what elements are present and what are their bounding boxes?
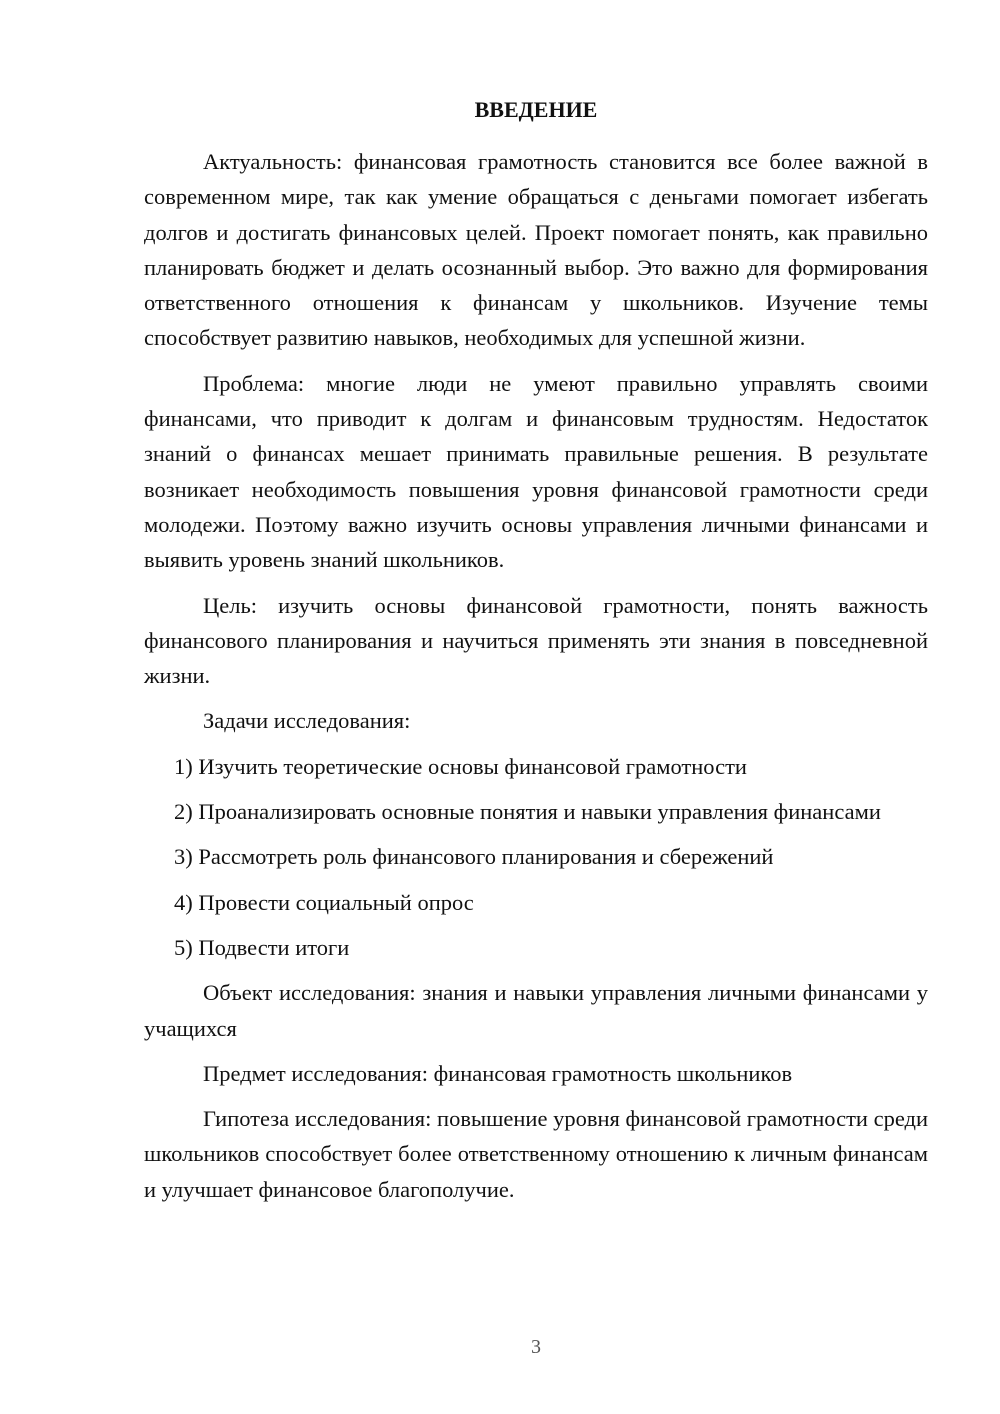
goal-paragraph: Цель: изучить основы финансовой грамотности, понять важность финансового планирования и научиться применять эти знания в повседневной жизни.: [144, 592, 928, 689]
task-item-3: 3) Рассмотреть роль финансового планирования и сбережений: [174, 844, 774, 870]
relevance-paragraph: Актуальность: финансовая грамотность становится все более важной в современном мире, так как умение обращаться с деньгами помогает избегать долгов и достигать финансовых целей. Проект помогает понять, как правильно планировать бюджет и делать осознанный выбор. Это важно для формирования ответственного отношения к финансам у школьников. Изучение темы способствует развитию навыков, необходимых для успешной жизни.: [144, 149, 928, 351]
page-number: 3: [531, 1336, 541, 1358]
hypothesis-paragraph: Гипотеза исследования: повышение уровня финансовой грамотности среди школьников способствует более ответственному отношению к личным финансам и улучшает финансовое благополучие.: [144, 1106, 929, 1202]
task-item-1: 1) Изучить теоретические основы финансовой грамотности: [174, 753, 747, 779]
document-body: [144, 94, 928, 1217]
task-item-2: 2) Проанализировать основные понятия и навыки управления финансами: [174, 799, 881, 825]
research-object-paragraph: Объект исследования: знания и навыки управления личными финансами у учащихся: [144, 980, 928, 1041]
section-heading: ВВЕДЕНИЕ: [474, 97, 598, 122]
tasks-title: Задачи исследования:: [203, 708, 411, 734]
task-item-5: 5) Подвести итоги: [174, 934, 350, 960]
problem-paragraph: Проблема: многие люди не умеют правильно управлять своими финансами, что приводит к долгам и финансовым трудностям. Недостаток знаний о финансах мешает принимать правильные решения. В результате возникает необходимость повышения уровня финансовой грамотности среди молодежи. Поэтому важно изучить основы управления личными финансами и выявить уровень знаний школьников.: [144, 370, 928, 573]
research-subject-paragraph: Предмет исследования: финансовая грамотность школьников: [203, 1060, 793, 1086]
task-item-4: 4) Провести социальный опрос: [174, 889, 474, 915]
